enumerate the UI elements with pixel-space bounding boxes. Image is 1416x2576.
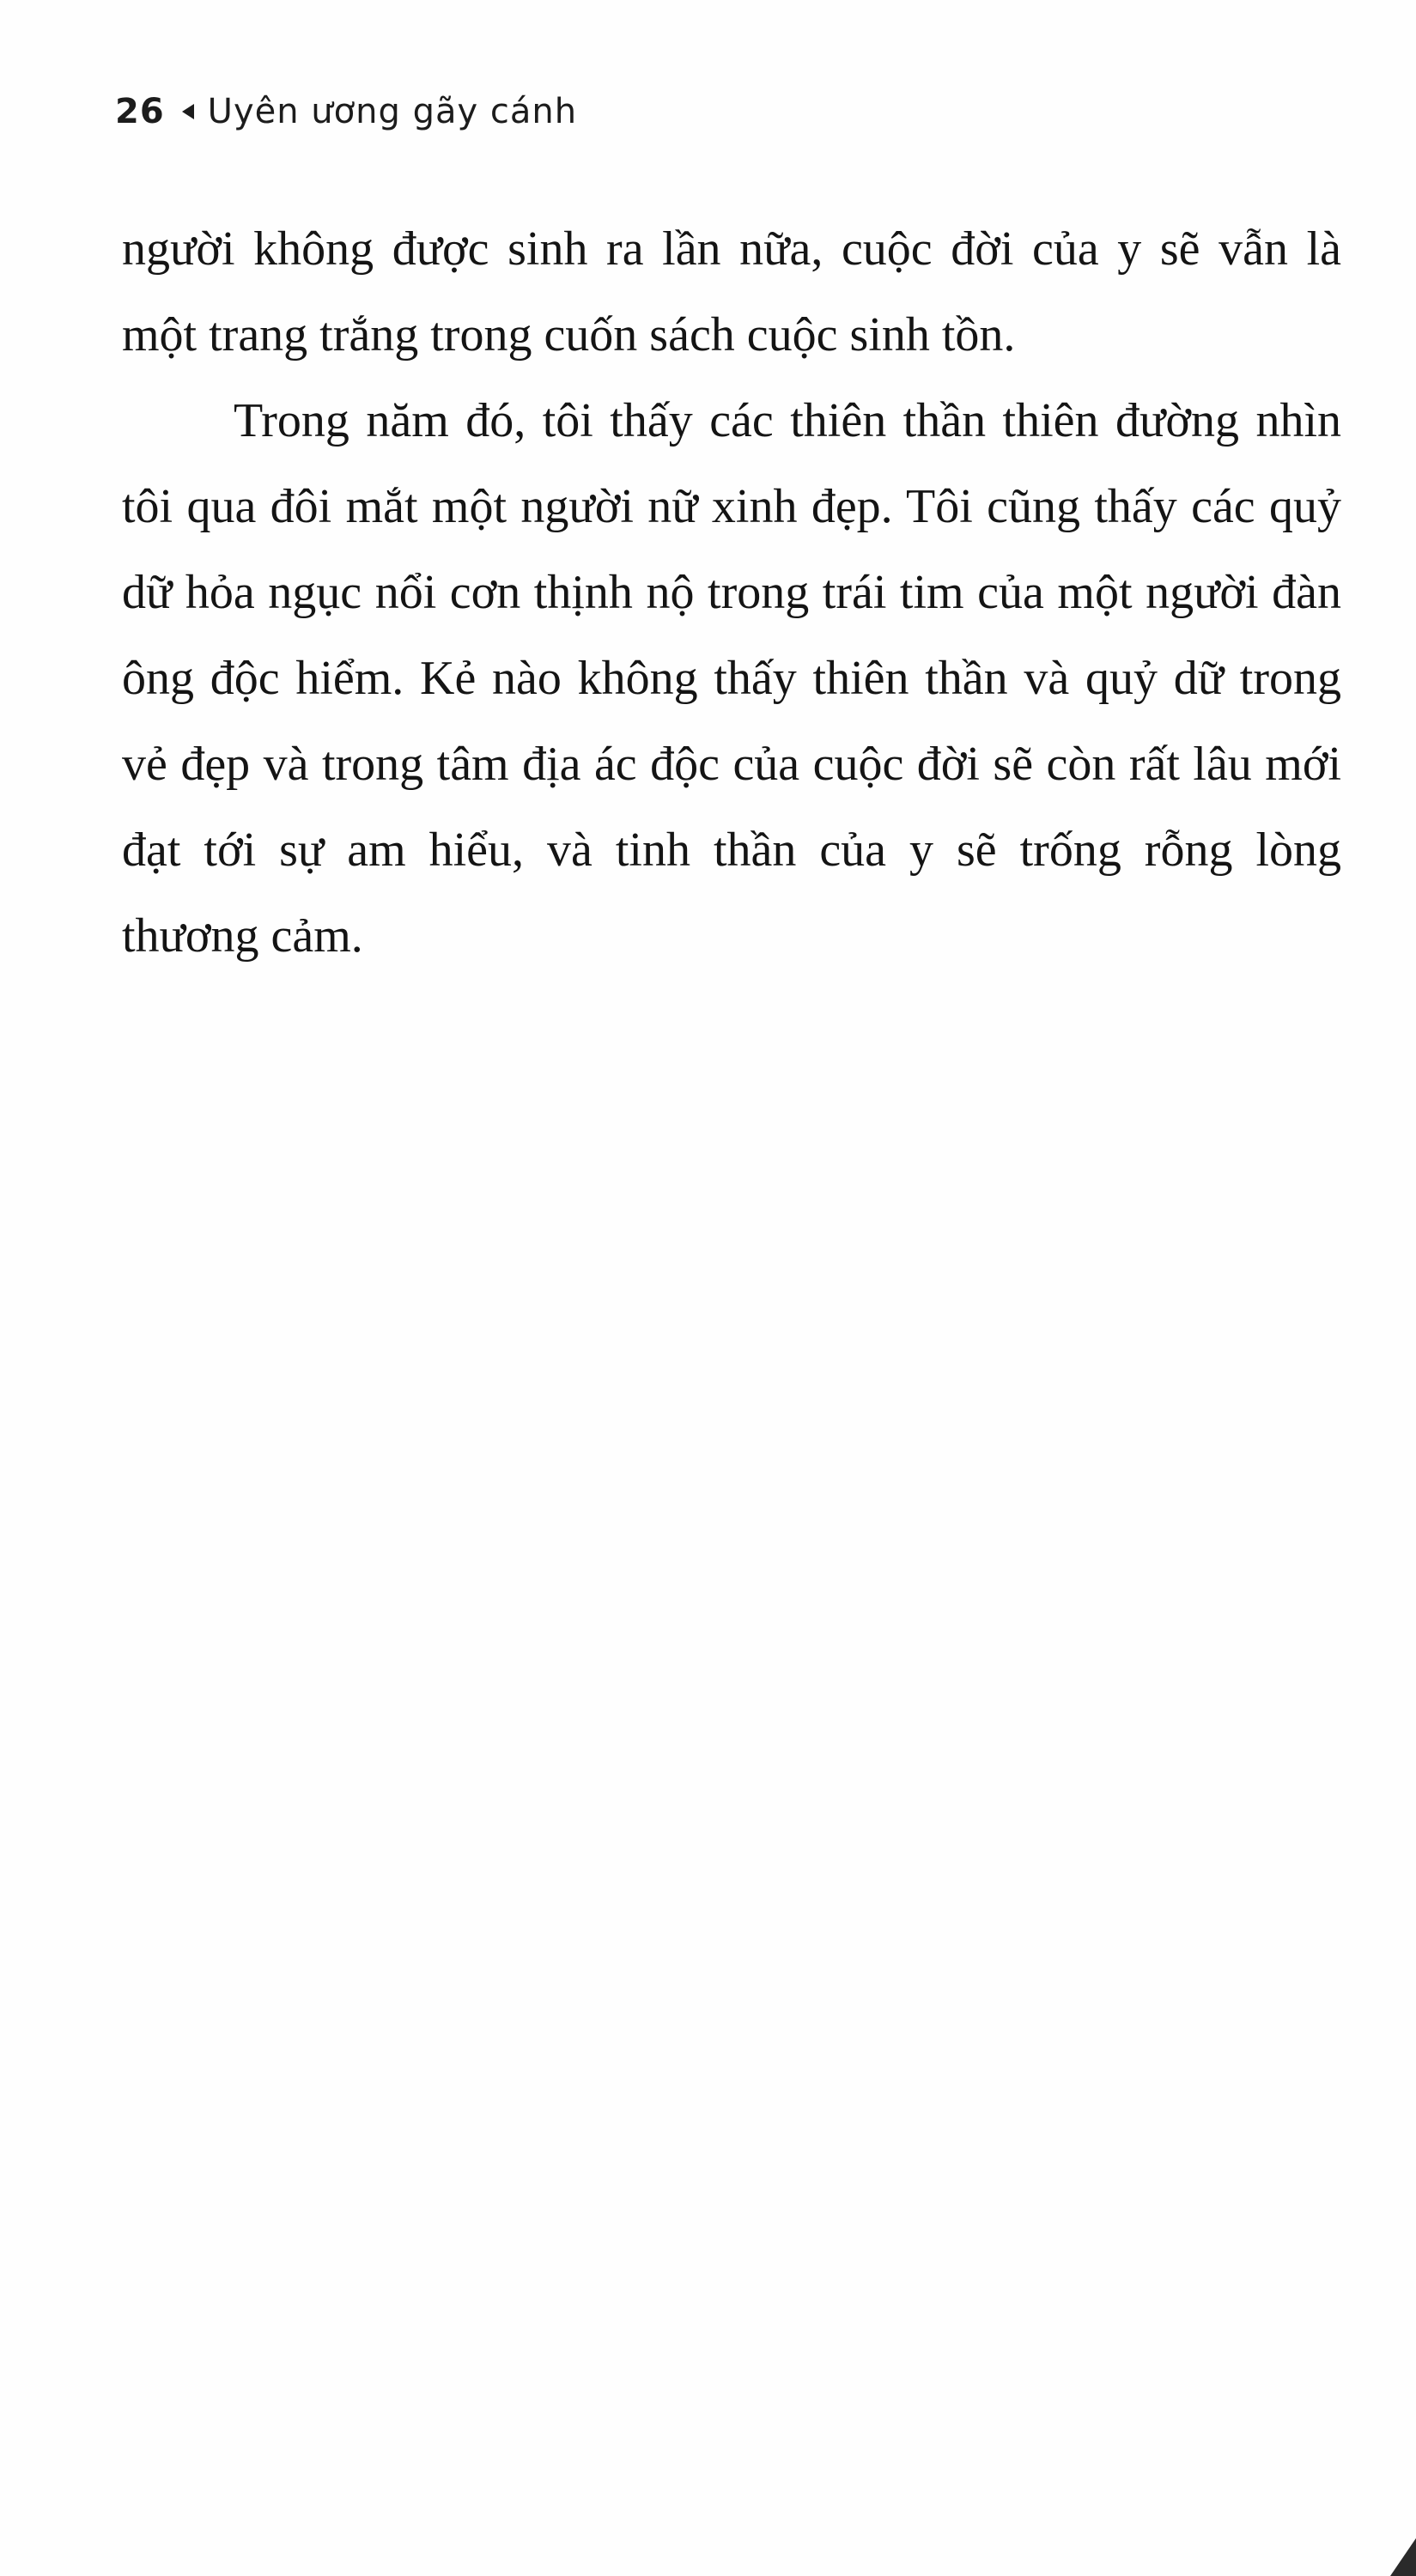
paragraph-continuation: người không được sinh ra lần nữa, cuộc đời của y sẽ vẫn là một trang trắng trong cuốn sách cuộc sinh tồn. [122,222,1341,361]
paragraph: Trong năm đó, tôi thấy các thiên thần thiên đường nhìn tôi qua đôi mắt một người nữ xinh đẹp. Tôi cũng thấy các quỷ dữ hỏa ngục nổi cơn thịnh nộ trong trái tim của một người đàn ông độc hiểm. Kẻ nào không thấy thiên thần và quỷ dữ trong vẻ đẹp và trong tâm địa ác độc của cuộc đời sẽ còn rất lâu mới đạt tới sự am hiểu, và tinh thần của y sẽ trống rỗng lòng thương cảm. [122,394,1341,963]
left-triangle-icon [182,104,194,119]
running-header [115,86,577,137]
book-title: Uyên ương gãy cánh [207,92,578,131]
page-edge-shadow [1390,2538,1416,2576]
page-number: 26 [115,92,165,131]
body-text [122,206,1341,979]
